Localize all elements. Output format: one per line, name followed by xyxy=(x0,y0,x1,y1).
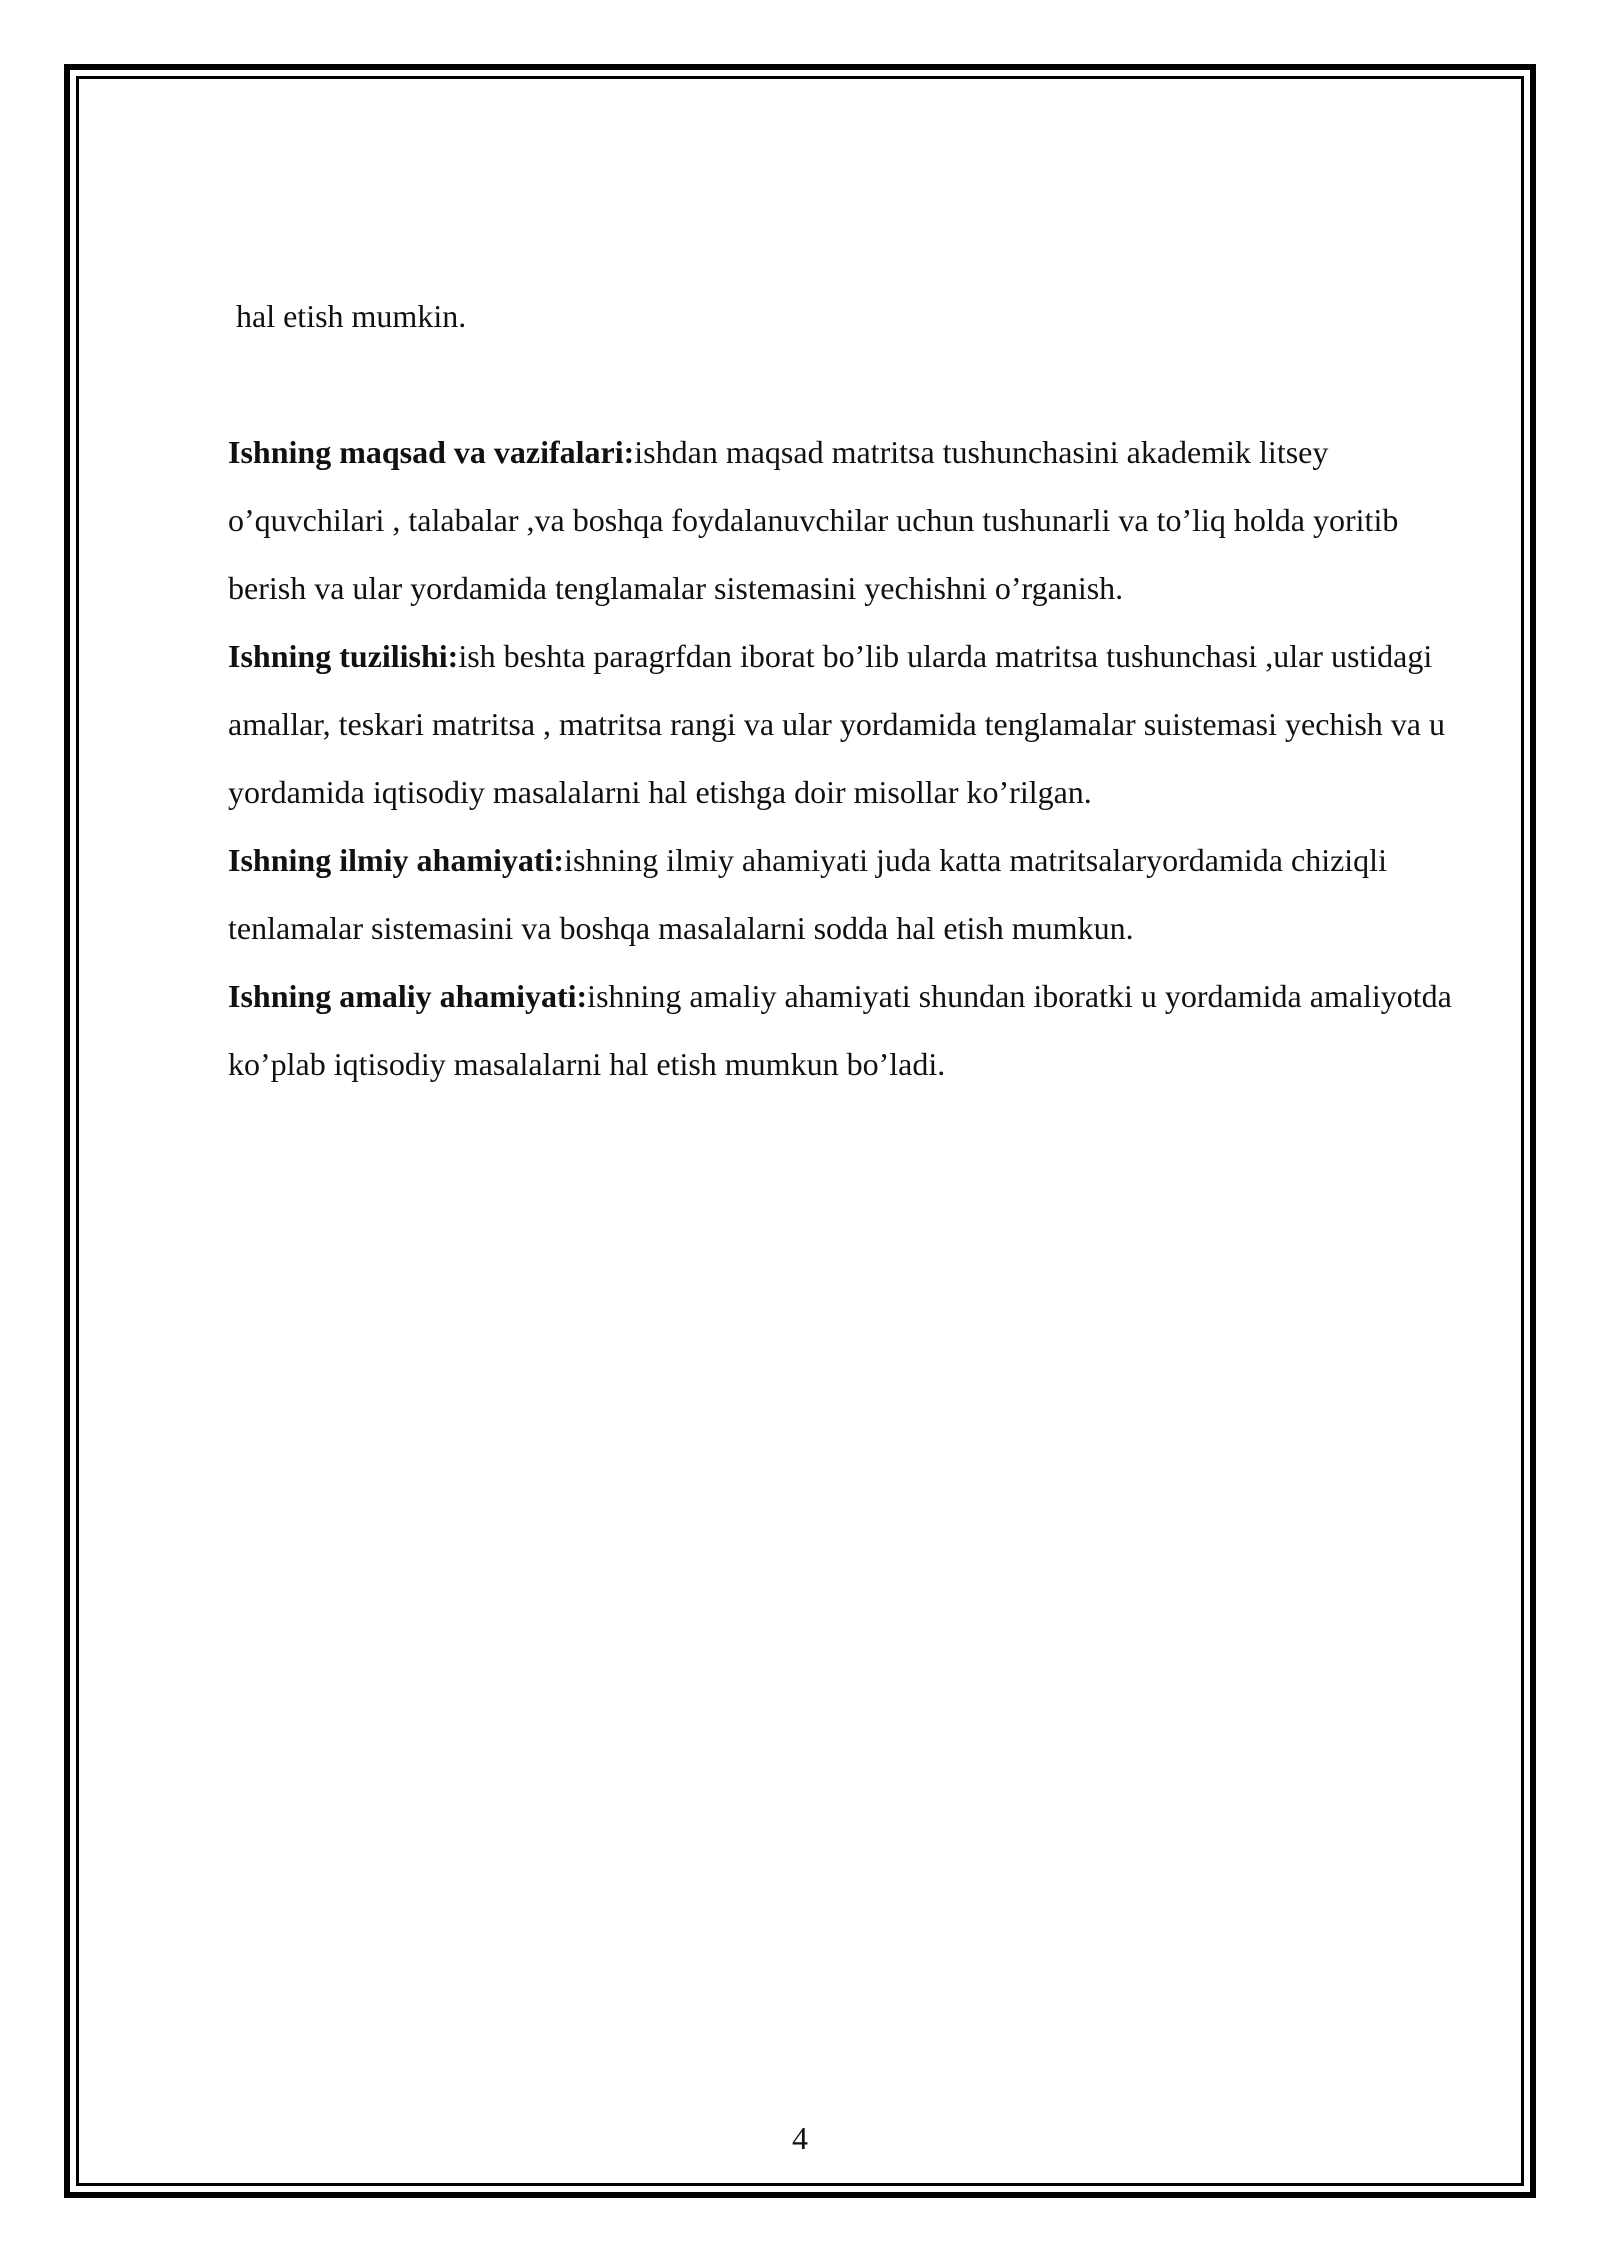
paragraph-text: ishning amaliy ahamiyati shundan iboratki u yordamida amaliyotda ko’plab iqtisodiy masalalarni hal etish mumkun bo’ladi. xyxy=(228,978,1452,1082)
paragraph-heading: Ishning maqsad va vazifalari: xyxy=(228,434,635,470)
paragraph-heading: Ishning tuzilishi: xyxy=(228,638,459,674)
paragraph-text: ishdan maqsad matritsa tushunchasini akademik litsey o’quvchilari , talabalar ,va boshqa foydalanuvchilar uchun tushunarli va to’liq holda yoritib berish va ular yordamida tenglamalar sistemasini yechishni o’rganish. xyxy=(228,434,1399,606)
paragraph-text: ishning ilmiy ahamiyati juda katta matritsalaryordamida chiziqli tenlamalar sistemasini va boshqa masalalarni sodda hal etish mumkun. xyxy=(228,842,1387,946)
document-body xyxy=(228,282,1478,1098)
paragraph-heading: Ishning ilmiy ahamiyati: xyxy=(228,842,565,878)
paragraph-practical-significance xyxy=(228,962,1478,1098)
paragraph-structure xyxy=(228,622,1478,826)
continuation-line: hal etish mumkin. xyxy=(236,298,467,334)
paragraph-scientific-significance xyxy=(228,826,1478,962)
paragraph-goals xyxy=(228,418,1478,622)
page-number: 4 xyxy=(792,2120,808,2156)
paragraph-text: ish beshta paragrfdan iborat bo’lib ularda matritsa tushunchasi ,ular ustidagi amallar, teskari matritsa , matritsa rangi va ular yordamida tenglamalar suistemasi yechish va u yordamida iqtisodiy masalalarni hal etishga doir misollar ko’rilgan. xyxy=(228,638,1445,810)
paragraph-heading: Ishning amaliy ahamiyati: xyxy=(228,978,588,1014)
